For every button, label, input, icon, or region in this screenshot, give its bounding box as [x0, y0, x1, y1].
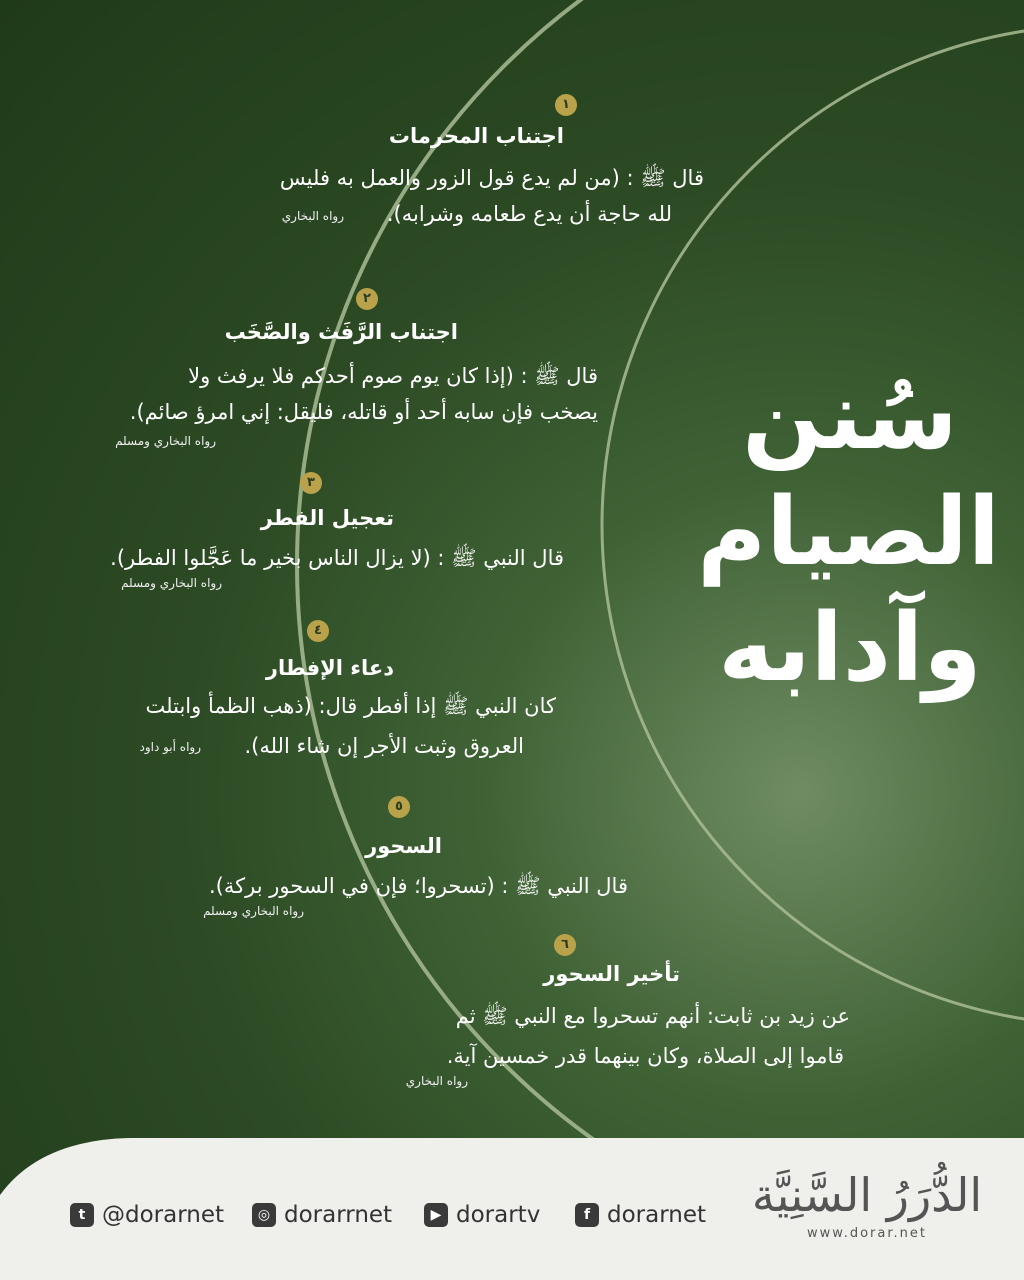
social-youtube[interactable]: [424, 1200, 540, 1230]
item-text-line: قال النبي ﷺ : (لا يزال الناس بخير ما عَجَّلوا الفطر).: [110, 546, 564, 570]
item-text-line: قال ﷺ : (إذا كان يوم صوم أحدكم فلا يرفث ولا: [188, 364, 598, 388]
item-text-line: العروق وثبت الأجر إن شاء الله).: [244, 734, 524, 758]
twitter-icon: t: [70, 1203, 94, 1227]
item-heading: السحور: [365, 834, 442, 858]
title-line-3: وآدابه: [718, 594, 982, 703]
instagram-icon: ◎: [252, 1203, 276, 1227]
item-text-line: لله حاجة أن يدع طعامه وشرابه).: [386, 202, 672, 226]
social-facebook[interactable]: [575, 1200, 706, 1230]
item-text-line: قال النبي ﷺ : (تسحروا؛ فإن في السحور بركة).: [209, 874, 628, 898]
item-source: رواه البخاري ومسلم: [121, 576, 222, 590]
item-number-badge: ٦: [554, 934, 576, 956]
youtube-icon: ▶: [424, 1203, 448, 1227]
item-source: رواه البخاري ومسلم: [115, 434, 216, 448]
dorar-logo[interactable]: [742, 1164, 992, 1241]
item-number-badge: ٤: [307, 620, 329, 642]
item-text-line: قاموا إلى الصلاة، وكان بينهما قدر خمسين آية.: [446, 1044, 844, 1068]
item-source: رواه البخاري ومسلم: [203, 904, 304, 918]
social-handle: dorarnet: [607, 1202, 707, 1228]
item-text-line: كان النبي ﷺ إذا أفطر قال: (ذهب الظمأ وابتلت: [145, 694, 556, 718]
item-text-line: قال ﷺ : (من لم يدع قول الزور والعمل به فليس: [279, 166, 704, 190]
item-text-line: عن زيد بن ثابت: أنهم تسحروا مع النبي ﷺ ثم: [455, 1004, 850, 1028]
item-text-line: يصخب فإن سابه أحد أو قاتله، فليقل: إني امرؤ صائم).: [129, 400, 598, 424]
item-number-badge: ٣: [300, 472, 322, 494]
item-heading: دعاء الإفطار: [265, 656, 394, 680]
social-handle: @dorarnet: [102, 1202, 225, 1228]
logo-url: www.dorar.net: [807, 1226, 927, 1241]
title-line-1: سُنن: [742, 362, 958, 471]
item-source: رواه أبو داود: [139, 740, 201, 754]
item-number-badge: ٢: [356, 288, 378, 310]
item-source: رواه البخاري: [405, 1074, 468, 1088]
item-heading: تأخير السحور: [543, 962, 680, 986]
item-source: رواه البخاري: [281, 209, 344, 223]
social-handle: dorarrnet: [284, 1202, 393, 1228]
item-number-badge: ١: [555, 94, 577, 116]
social-instagram[interactable]: [252, 1200, 392, 1230]
title-line-2: الصيام: [697, 478, 1000, 587]
social-twitter[interactable]: [70, 1200, 224, 1230]
social-handle: dorartv: [456, 1202, 541, 1228]
item-heading: اجتناب الرَّفَث والصَّخَب: [224, 320, 458, 344]
item-heading: اجتناب المحرمات: [388, 124, 564, 148]
item-number-badge: ٥: [388, 796, 410, 818]
facebook-icon: f: [575, 1203, 599, 1227]
logo-arabic-text: الدُّرَرُ السَّنِيَّة: [751, 1168, 983, 1222]
item-heading: تعجيل الفطر: [260, 506, 394, 530]
